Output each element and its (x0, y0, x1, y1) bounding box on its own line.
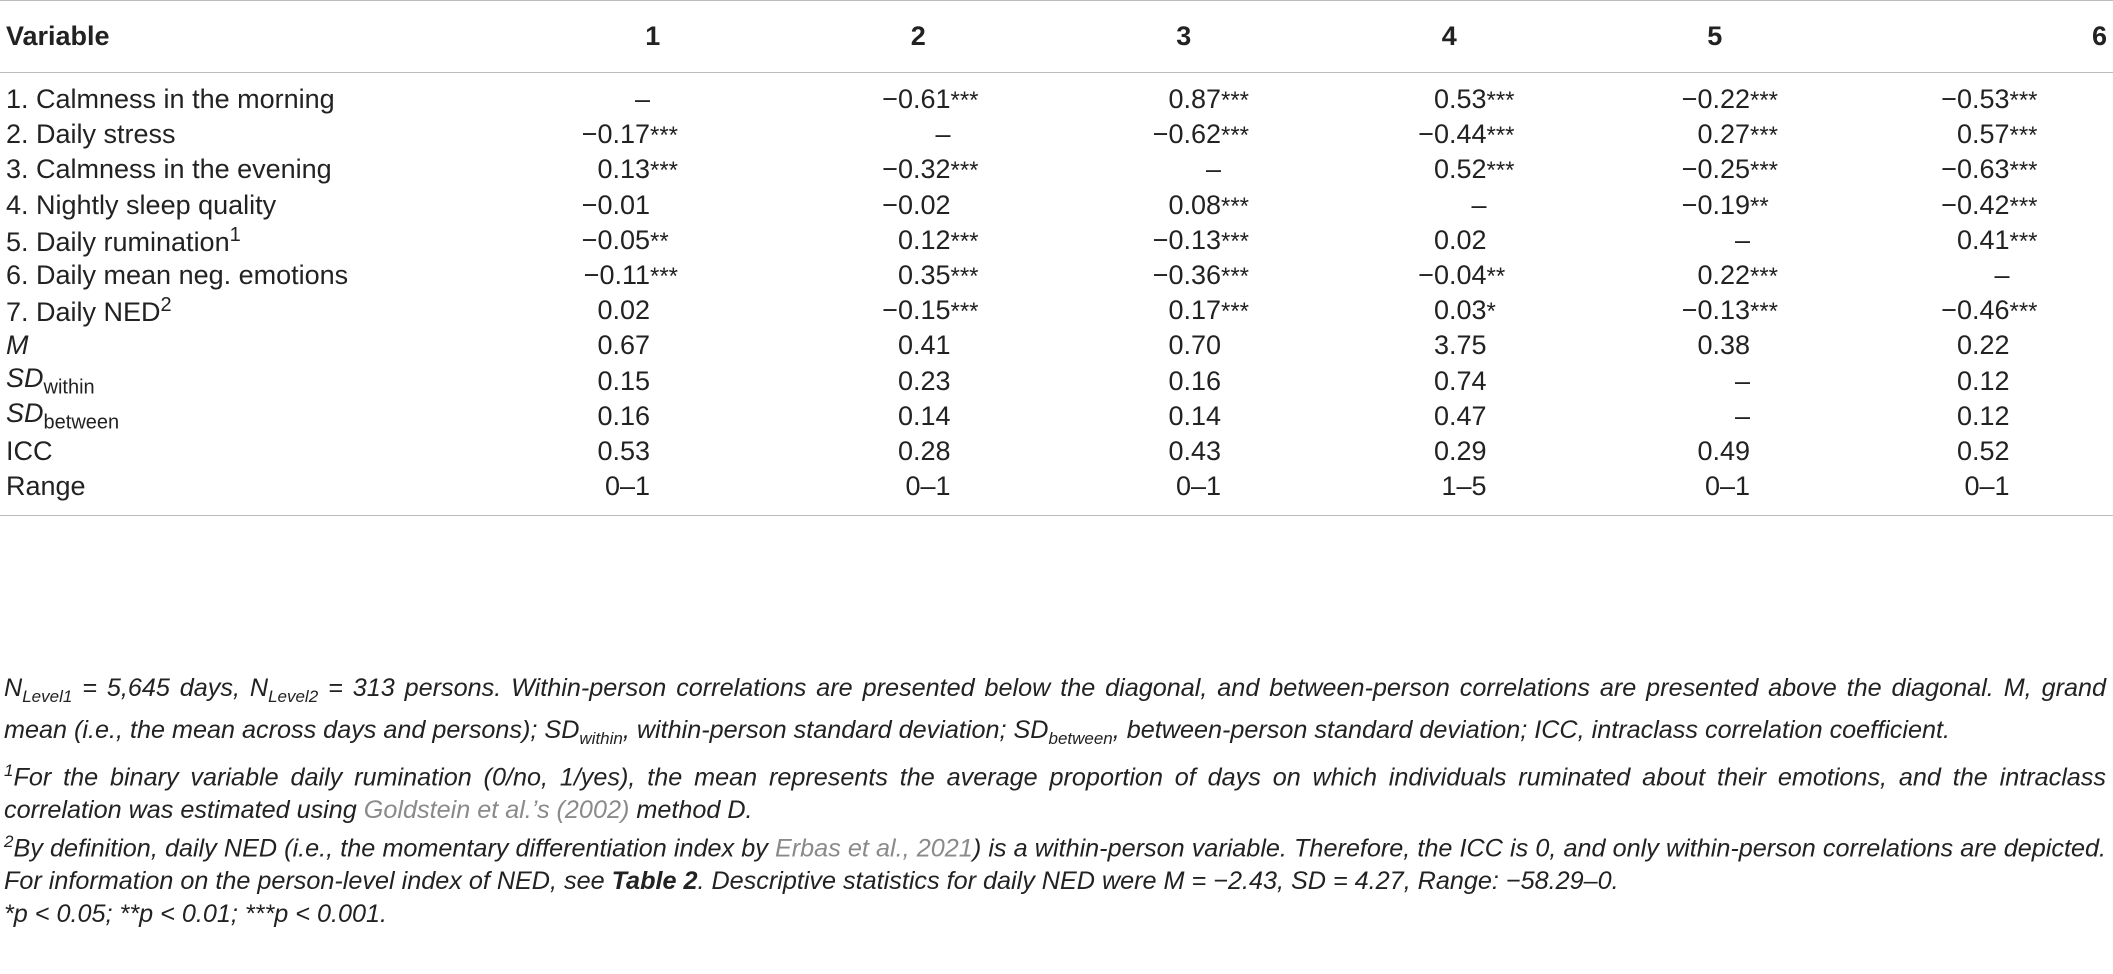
cell-col-3: −0.62*** (1152, 119, 1250, 150)
cell-col-1: 0.67 (597, 330, 650, 361)
table-row (0, 328, 2113, 363)
cell-col-1: 0.13*** (597, 154, 679, 185)
cell-col-4: 0.02 (1433, 224, 1487, 255)
table-header-row (0, 1, 2113, 73)
cell-col-1: −0.17*** (581, 119, 679, 150)
cell-col-5: – (1734, 224, 1750, 255)
citation-erbas[interactable]: Erbas et al., 2021 (774, 834, 973, 863)
cell-col-1: −0.05** (581, 224, 669, 255)
table-row (0, 223, 2113, 258)
cell-col-2: −0.61*** (882, 84, 979, 115)
cell-col-6: – (1994, 260, 2010, 291)
table-row (0, 399, 2113, 434)
table-2-link[interactable]: Table 2 (611, 867, 698, 896)
cell-col-5: 0.27*** (1697, 119, 1779, 150)
row-label: ICC (6, 435, 53, 466)
cell-col-2: 0.14 (897, 400, 951, 431)
cell-col-1: – (634, 84, 650, 115)
cell-col-3: 0.87*** (1168, 84, 1250, 115)
row-label: 1. Calmness in the morning (6, 84, 335, 115)
cell-col-4: 0.47 (1433, 400, 1487, 431)
cell-col-3: 0.16 (1168, 365, 1221, 396)
cell-col-3: −0.13*** (1152, 224, 1250, 255)
cell-col-5: – (1734, 365, 1750, 396)
cell-col-3: 0.70 (1168, 330, 1221, 361)
table-body (0, 73, 2113, 516)
header-variable: Variable (0, 1, 520, 73)
cell-col-4: 0.52*** (1433, 154, 1515, 185)
table-row (0, 152, 2113, 187)
footnote-1: $^1$For the binary variable daily rumination (0/no, 1/yes), the mean represents the average proportion of days on which individuals ruminated about their emotions, and the intraclass correlation was estimated using Goldstein et al.’s (2002) method D. (4, 761, 2106, 824)
cell-col-6: 0.41*** (1956, 224, 2038, 255)
row-label: $SD_{between}$ (6, 398, 120, 434)
cell-col-6: −0.46*** (1941, 295, 2038, 326)
row-label: 3. Calmness in the evening (6, 154, 332, 185)
header-col-6: 6 (1848, 1, 2113, 73)
cell-col-5: – (1734, 400, 1750, 431)
table-row (0, 293, 2113, 328)
cell-col-4: 0.74 (1433, 365, 1487, 396)
header-col-3: 3 (1051, 1, 1317, 73)
row-label: 5. Daily rumination$^1$ (6, 223, 241, 257)
cell-col-5: 0.49 (1697, 435, 1750, 466)
cell-col-2: 0.28 (897, 435, 951, 466)
cell-col-6: 0.22 (1956, 330, 2010, 361)
table-row (0, 117, 2113, 152)
cell-col-5: −0.13*** (1681, 295, 1779, 326)
cell-col-5: 0–1 (1582, 469, 1848, 516)
cell-col-6: 0–1 (1848, 469, 2113, 516)
cell-col-1: 0.15 (597, 365, 650, 396)
cell-col-5: −0.22*** (1681, 84, 1779, 115)
table-row (0, 434, 2113, 469)
header-col-5: 5 (1582, 1, 1848, 73)
cell-col-6: 0.12 (1956, 400, 2010, 431)
row-label: M (6, 330, 29, 361)
cell-col-2: 0–1 (786, 469, 1052, 516)
cell-col-2: – (935, 119, 951, 150)
significance-note: *p < 0.05; **p < 0.01; ***p < 0.001. (4, 899, 388, 928)
cell-col-3: −0.36*** (1152, 260, 1250, 291)
cell-col-5: 0.22*** (1697, 260, 1779, 291)
footnote-2: $^2$By definition, daily NED (i.e., the momentary differentiation index by Erbas et al., 2021) is a within-person variable. Therefore, the ICC is 0, and only within-person correlations are depicted. For information on the person-level index of NED, see Table 2. Descriptive statistics for daily NED were M = −2.43, SD = 4.27, Range: −58.29–0. (4, 832, 2106, 896)
cell-col-4: −0.04** (1418, 260, 1506, 291)
cell-col-3: 0–1 (1051, 469, 1317, 516)
cell-col-2: −0.02 (882, 189, 951, 220)
row-label: $SD_{within}$ (6, 362, 95, 399)
table-row (0, 73, 2113, 118)
cell-col-3: 0.14 (1168, 400, 1221, 431)
cell-col-1: 0.16 (597, 400, 650, 431)
cell-col-2: 0.35*** (897, 260, 979, 291)
cell-col-6: −0.63*** (1941, 154, 2038, 185)
cell-col-2: 0.12*** (897, 224, 979, 255)
cell-col-5: −0.19** (1681, 189, 1769, 220)
cell-col-5: −0.25*** (1681, 154, 1779, 185)
note-sample: $N_{Level1} = 5,645$ days, $N_{Level2} = 313$ persons. Within-person correlations are presented below the diagonal, and between-person correlations are presented above the diagonal. M, grand mean (i.e., the mean across days and persons); $SD_{within}$, within-person standard deviation; $SD_{between}$, between-person standard deviation; ICC, intraclass correlation coefficient. (4, 674, 2106, 748)
cell-col-6: −0.53*** (1941, 84, 2038, 115)
cell-col-5: 0.38 (1697, 330, 1750, 361)
cell-col-3: 0.08*** (1168, 189, 1250, 220)
citation-goldstein[interactable]: Goldstein et al.’s (2002) (363, 795, 630, 824)
cell-col-2: −0.32*** (882, 154, 979, 185)
cell-col-2: 0.23 (897, 365, 951, 396)
cell-col-1: −0.11*** (583, 260, 679, 291)
table-notes (4, 672, 2106, 930)
cell-col-1: 0.02 (597, 295, 650, 326)
row-label: Range (0, 469, 520, 516)
cell-col-3: 0.17*** (1168, 295, 1250, 326)
table-row (0, 188, 2113, 223)
table-row (0, 364, 2113, 399)
cell-col-3: 0.43 (1168, 435, 1221, 466)
row-label: 2. Daily stress (6, 119, 176, 150)
cell-col-6: 0.12 (1956, 365, 2010, 396)
cell-col-4: – (1471, 189, 1487, 220)
cell-col-1: 0–1 (520, 469, 786, 516)
header-col-1: 1 (520, 1, 786, 73)
table-row (0, 469, 2113, 516)
cell-col-1: 0.53 (597, 435, 650, 466)
cell-col-2: 0.41 (897, 330, 951, 361)
cell-col-6: 0.57*** (1956, 119, 2038, 150)
cell-col-6: −0.42*** (1941, 189, 2038, 220)
cell-col-4: 0.53*** (1433, 84, 1515, 115)
cell-col-4: 0.29 (1433, 435, 1487, 466)
row-label: 6. Daily mean neg. emotions (6, 260, 349, 291)
row-label: 4. Nightly sleep quality (6, 189, 277, 220)
table-row (0, 258, 2113, 293)
header-col-4: 4 (1317, 1, 1583, 73)
cell-col-1: −0.01 (581, 189, 650, 220)
cell-col-2: −0.15*** (882, 295, 979, 326)
cell-col-6: 0.52 (1956, 435, 2010, 466)
cell-col-4: 0.03* (1433, 295, 1496, 326)
cell-col-4: 1–5 (1317, 469, 1583, 516)
cell-col-4: −0.44*** (1418, 119, 1515, 150)
cell-col-4: 3.75 (1433, 330, 1487, 361)
row-label: 7. Daily NED$^2$ (6, 294, 172, 328)
header-col-2: 2 (786, 1, 1052, 73)
cell-col-3: – (1205, 154, 1221, 185)
